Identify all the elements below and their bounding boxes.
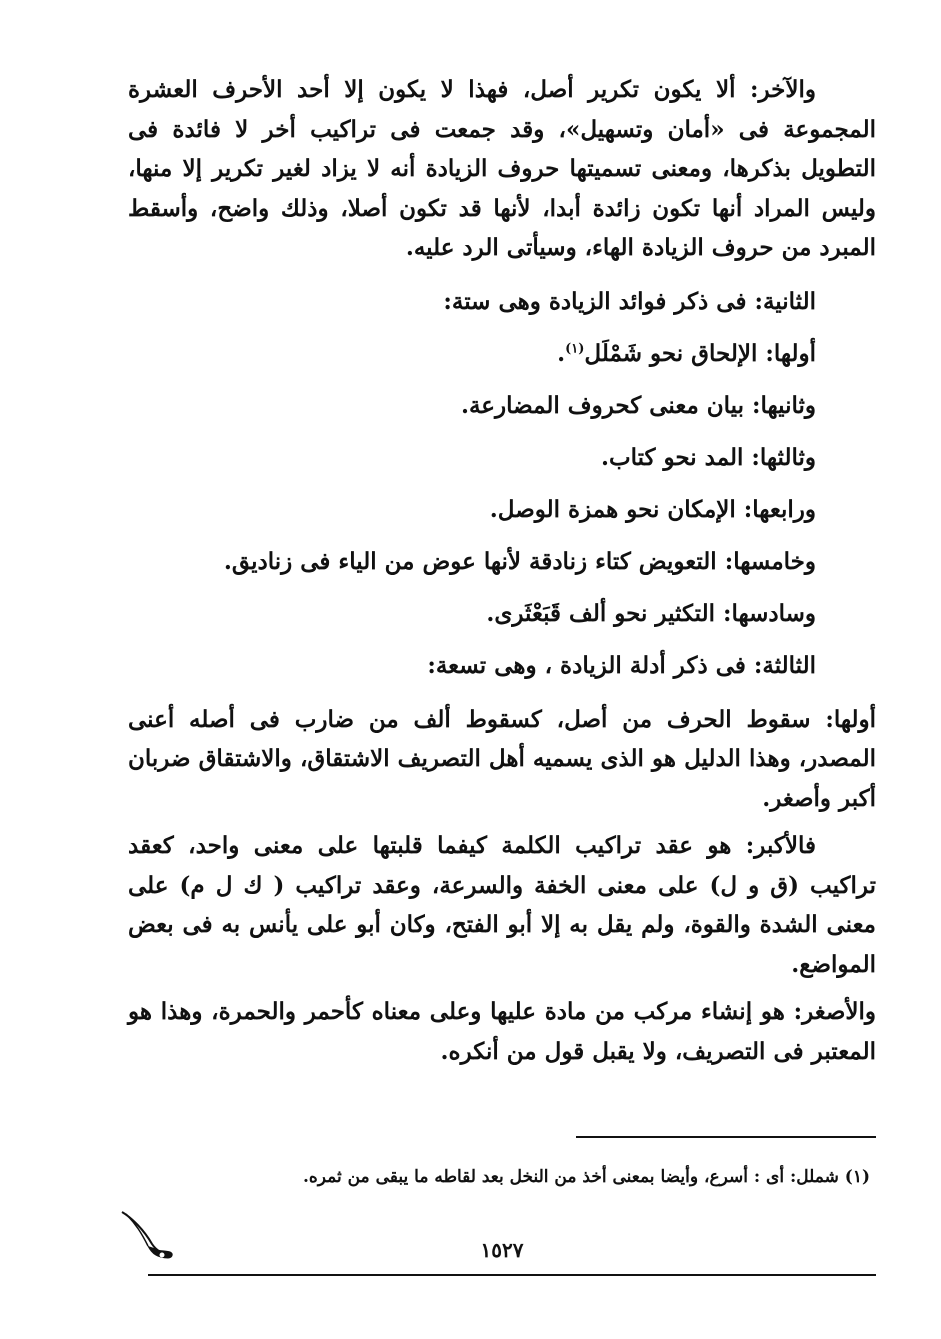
- heading-second-benefits: [128, 276, 876, 328]
- benefit-item-5: [128, 536, 876, 588]
- benefit-item-1: [128, 328, 876, 380]
- benefit-text: بيان معنى كحروف المضارعة.: [460, 391, 753, 419]
- benefit-item-6: [128, 588, 876, 640]
- page-number: ١٥٢٧: [480, 1238, 524, 1262]
- benefit-label: وخامسها:: [724, 547, 816, 575]
- heading-second-text: فى ذكر فوائد الزيادة وهى ستة:: [443, 287, 755, 315]
- benefit-label: وثالثها:: [751, 443, 816, 471]
- heading-third-label: الثالثة:: [753, 651, 816, 679]
- benefit-label: وسادسها:: [723, 599, 816, 627]
- footnote: (١) شملل: أى : أسرع، وأيضا بمعنى أخذ من النخل بعد لقاطه ما يبقى من ثمره.: [302, 1167, 870, 1187]
- benefit-text: الإلحاق نحو شَمْلَل: [584, 339, 766, 367]
- page-body: [128, 70, 876, 1330]
- paragraph-tenth-condition: والآخر: ألا يكون تكرير أصل، فهذا لا يكون إلا أحد الأحرف العشرة المجموعة فى «أمان وتسهيل»، وقد جمعت فى تراكيب أخر لا فائدة فى التطويل بذكرها، ومعنى تسميتها حروف الزيادة أنه لا يزاد لغير تكرير إلا منها، وليس المراد أنها تكون زائدة أبدا، لأنها قد تكون أصلا، وذلك واضح، وأسقط المبرد من حروف الزيادة الهاء، وسيأتى الرد عليه.: [128, 76, 876, 261]
- benefit-label: وثانيها:: [752, 391, 816, 419]
- heading-third-evidence: [128, 640, 876, 692]
- benefit-item-2: [128, 380, 876, 432]
- benefit-tail: .: [557, 339, 566, 367]
- footnote-ref: (١): [565, 340, 585, 356]
- benefit-item-4: [128, 484, 876, 536]
- benefit-label: أولها:: [765, 339, 816, 367]
- benefit-label: ورابعها:: [743, 495, 816, 523]
- quill-pen-icon: [118, 1208, 178, 1268]
- benefit-text: الإمكان نحو همزة الوصل.: [489, 495, 744, 523]
- footnote-divider: [576, 1136, 876, 1138]
- paragraph-first-evidence: أولها: سقوط الحرف من أصل، كسقوط ألف من ضارب فى أصله أعنى المصدر، وهذا الدليل هو الذى يسميه أهل التصريف الاشتقاق، والاشتقاق ضربان أكبر وأصغر.: [128, 705, 876, 812]
- benefit-text: التعويض كتاء زنادقة لأنها عوض من الياء فى زناديق.: [223, 547, 725, 575]
- paragraph-akbar: فالأكبر: هو عقد تراكيب الكلمة كيفما قلبتها على معنى واحد، كعقد تراكيب (ق و ل) على معنى الخفة والسرعة، وعقد تراكيب ( ك ل م) على معنى الشدة والقوة، ولم يقل به إلا أبو الفتح، وكان أبو على يأنس به فى بعض المواضع.: [128, 832, 876, 978]
- heading-second-label: الثانية:: [754, 287, 816, 315]
- benefit-text: المد نحو كتاب.: [600, 443, 752, 471]
- bottom-divider: [148, 1274, 876, 1276]
- heading-third-text: فى ذكر أدلة الزيادة ، وهى تسعة:: [427, 651, 754, 679]
- benefit-item-3: [128, 432, 876, 484]
- benefit-text: التكثير نحو ألف قَبَعْثَرى.: [486, 599, 723, 627]
- paragraph-asghar: والأصغر: هو إنشاء مركب من مادة عليها وعلى معناه كأحمر والحمرة، وهذا هو المعتبر فى التصريف، ولا يقبل قول من أنكره.: [128, 998, 876, 1065]
